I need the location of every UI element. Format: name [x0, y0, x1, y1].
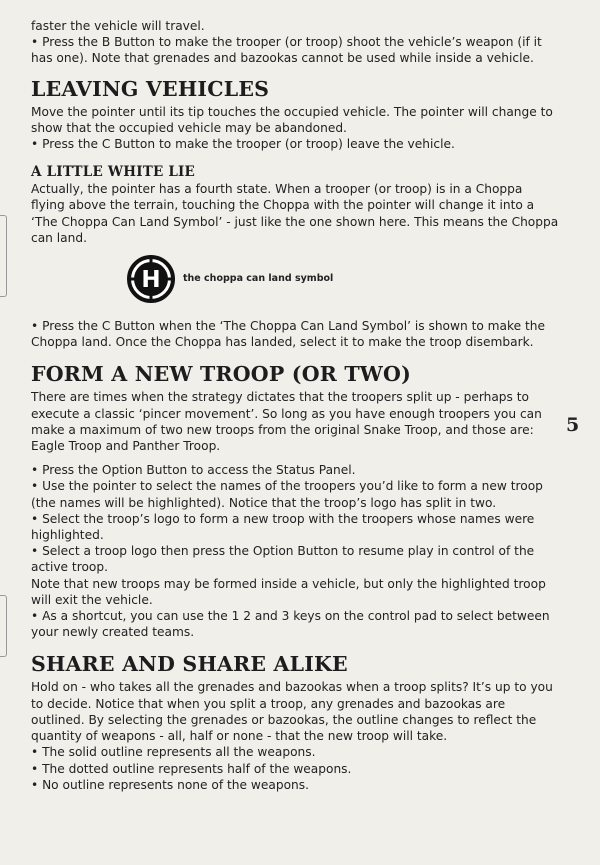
- share-bullet: • The dotted outline represents half of the weapons.: [31, 761, 352, 776]
- symbol-caption: the choppa can land symbol: [183, 272, 334, 284]
- share-bullet: • No outline represents none of the weapons.: [31, 777, 309, 792]
- choppa-land-icon-letter: H: [141, 267, 161, 294]
- page-number: 5: [566, 414, 580, 436]
- share-bullet: • The solid outline represents all the weapons.: [31, 745, 316, 760]
- share-paragraph: Hold on - who takes all the grenades and bazookas when a troop splits? It’s up to you to decide. Notice that when you split a troop, any grenades and bazookas are outlined. By selecting the grenades or bazookas, the outline changes to reflect the quantity of weapons - all, half or none - that the new troop will take.: [31, 680, 553, 744]
- form-troop-note: Note that new troops may be formed inside a vehicle, but only the highlighted troop will exit the vehicle.: [31, 576, 546, 607]
- choppa-land-icon: [127, 255, 175, 303]
- intro-bullet: • Press the B Button to make the trooper (or troop) shoot the vehicle’s weapon (if it has one). Note that grenades and bazookas cannot be used while inside a vehicle.: [31, 35, 542, 66]
- binding-staple: [0, 595, 7, 657]
- intro-line: faster the vehicle will travel.: [31, 19, 205, 33]
- form-troop-bullet: • Select a troop logo then press the Option Button to resume play in control of the active troop.: [31, 544, 535, 575]
- heading-leaving-vehicles: LEAVING VEHICLES: [31, 76, 270, 101]
- form-troop-bullet: • Press the Option Button to access the Status Panel.: [31, 463, 356, 478]
- white-lie-bullet: • Press the C Button when the ‘The Choppa Can Land Symbol’ is shown to make the Choppa land. Once the Choppa has landed, select it to make the troop disembark.: [31, 319, 546, 350]
- heading-share-and-share-alike: SHARE AND SHARE ALIKE: [31, 652, 348, 677]
- heading-form-new-troop: FORM A NEW TROOP (OR TWO): [31, 362, 411, 387]
- heading-little-white-lie: A LITTLE WHITE LIE: [31, 164, 196, 181]
- leaving-paragraph: Move the pointer until its tip touches the occupied vehicle. The pointer will change to show that the occupied vehicle may be abandoned.: [31, 104, 553, 135]
- leaving-bullet: • Press the C Button to make the trooper (or troop) leave the vehicle.: [31, 137, 455, 152]
- page-content: [31, 18, 559, 793]
- white-lie-paragraph: Actually, the pointer has a fourth state. When a trooper (or troop) is in a Choppa flying above the terrain, touching the Choppa with the pointer will change it into a ‘The Choppa Can Land Symbol’ - just like the one shown here. This means the Choppa can land.: [31, 182, 559, 245]
- form-troop-bullet: • Use the pointer to select the names of the troopers you’d like to form a new troop (the names will be highlighted). Notice that the troop’s logo has split in two.: [31, 479, 543, 510]
- binding-staple: [0, 215, 7, 297]
- choppa-land-symbol-figure: [127, 254, 559, 304]
- form-troop-paragraph: There are times when the strategy dictates that the troopers split up - perhaps to execute a classic ‘pincer movement’. So long as you have enough troopers you can make a maximum of two new troops from the original Snake Troop, and those are: Eagle Troop and Panther Troop.: [31, 390, 542, 454]
- form-troop-bullet: • Select the troop’s logo to form a new troop with the troopers whose names were highlighted.: [31, 511, 535, 543]
- form-troop-bullet: • As a shortcut, you can use the 1 2 and 3 keys on the control pad to select between your newly created teams.: [31, 609, 550, 640]
